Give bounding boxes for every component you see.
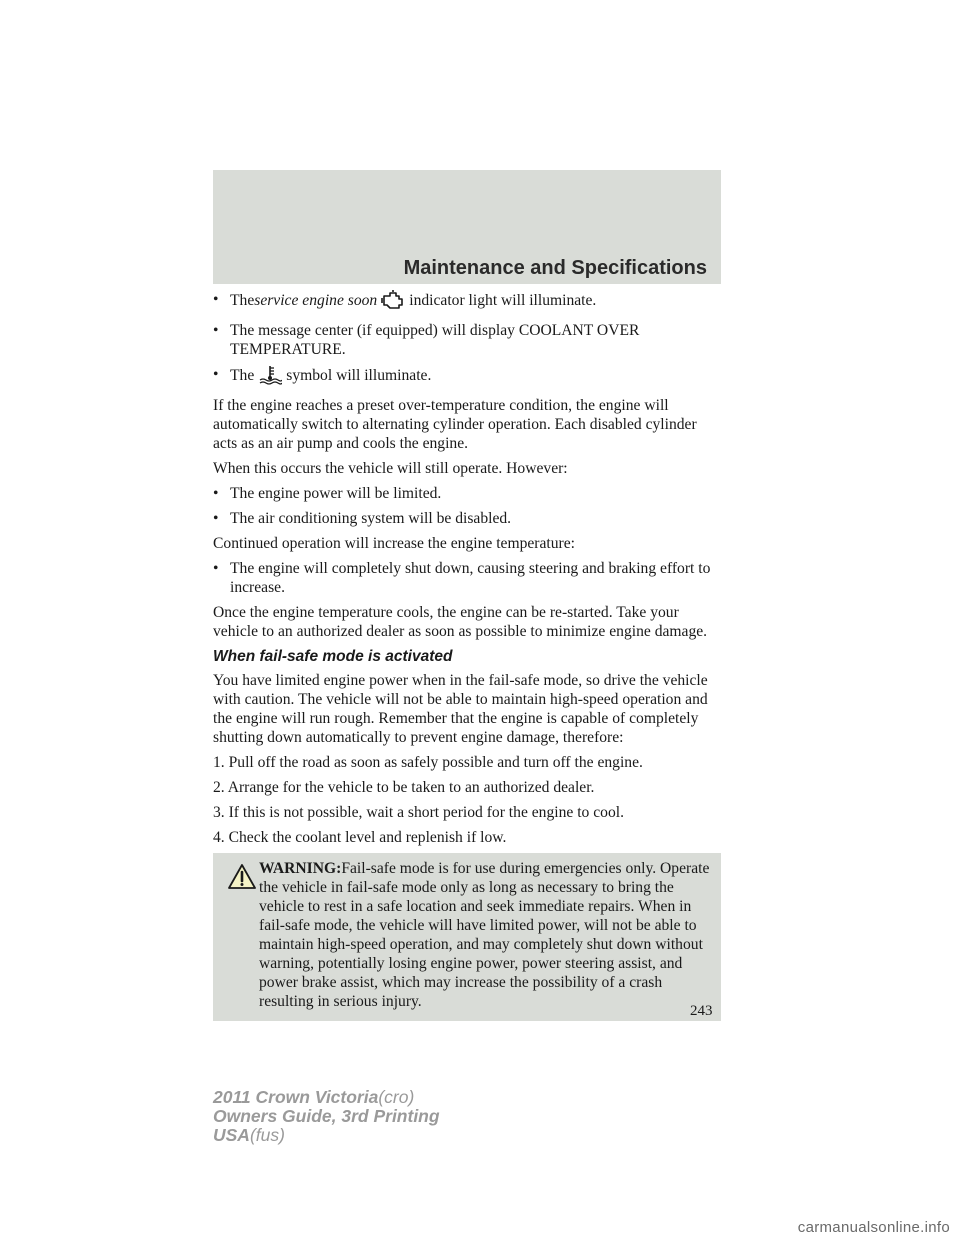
bullet-item [213,509,723,528]
bullet-item [213,484,723,503]
footer-model: 2011 Crown Victoria [213,1087,379,1107]
footer-model-code: (cro) [378,1087,415,1107]
footer-market: USA [213,1125,250,1145]
page-number: 243 [690,1003,713,1019]
warning-triangle-icon [227,863,257,895]
bullet-text: The engine power will be limited. [230,485,442,502]
subheading: When fail-safe mode is activated [213,648,453,665]
step-item: 2. Arrange for the vehicle to be taken to an authorized dealer. [213,779,595,796]
bullet-item [213,321,723,359]
footer-line: Owners Guide, 3rd Printing [213,1106,440,1126]
warning-box [213,853,721,1021]
paragraph: You have limited engine power when in the fail-safe mode, so drive the vehicle with caution. The vehicle will not be able to maintain high-speed operation and the engine will run rough. Remember that the engine is capable of completely shutting down automatically to prevent engine damage, therefore: [213,672,708,746]
bullet-glyph: • [213,560,219,577]
paragraph: If the engine reaches a preset over-temperature condition, the engine will automatically switch to alternating cylinder operation. Each disabled cylinder acts as an air pump and cools the engine. [213,397,697,452]
bullet-glyph: • [213,485,219,502]
footer-market-code: (fus) [249,1125,285,1145]
bullet-text: indicator light will illuminate. [409,292,597,309]
bullet-text: The air conditioning system will be disabled. [230,510,512,527]
step-item: 3. If this is not possible, wait a short period for the engine to cool. [213,804,624,821]
paragraph: Once the engine temperature cools, the engine can be re-started. Take your vehicle to an authorized dealer as soon as possible to minimize engine damage. [213,604,708,640]
bullet-glyph: • [213,291,219,308]
bullet-glyph: • [213,322,219,339]
section-title: Maintenance and Specifications [403,257,707,279]
warning-text [219,859,715,1011]
bullet-item [213,365,723,390]
paragraph: When this occurs the vehicle will still operate. However: [213,460,568,477]
bullet-text: symbol will illuminate. [286,367,432,384]
bullet-text: The [230,292,255,309]
section-header-band [213,170,721,284]
bullet-glyph: • [213,510,219,527]
footer-line [213,1088,440,1107]
paragraph: Continued operation will increase the engine temperature: [213,535,575,552]
service-engine-soon-icon [381,290,405,315]
footer [213,1088,440,1145]
page-content [213,290,723,1021]
bullet-glyph: • [213,366,219,383]
warning-label: WARNING: [259,860,342,877]
bullet-item [213,559,723,597]
watermark-link[interactable]: carmanualsonline.info [797,1219,950,1236]
bullet-text: The engine will completely shut down, causing steering and braking effort to increase. [230,560,711,596]
bullet-italic-text: service engine soon [254,292,378,309]
bullet-text: The [230,367,255,384]
step-item: 1. Pull off the road as soon as safely possible and turn off the engine. [213,754,643,771]
bullet-text: The message center (if equipped) will display COOLANT OVER TEMPERATURE. [230,322,640,358]
bullet-item [213,290,723,315]
coolant-temperature-icon [258,365,282,390]
warning-body: Fail-safe mode is for use during emergencies only. Operate the vehicle in fail-safe mode only as long as necessary to bring the vehicle to rest in a safe location and seek immediate repairs. When in fail-safe mode, the vehicle will have limited power, will not be able to maintain high-speed operation, and may completely shut down without warning, potentially losing engine power, power steering assist, and power brake assist, which may increase the possibility of a crash resulting in serious injury. [259,860,710,1010]
step-item: 4. Check the coolant level and replenish if low. [213,829,507,846]
footer-line [213,1126,440,1145]
